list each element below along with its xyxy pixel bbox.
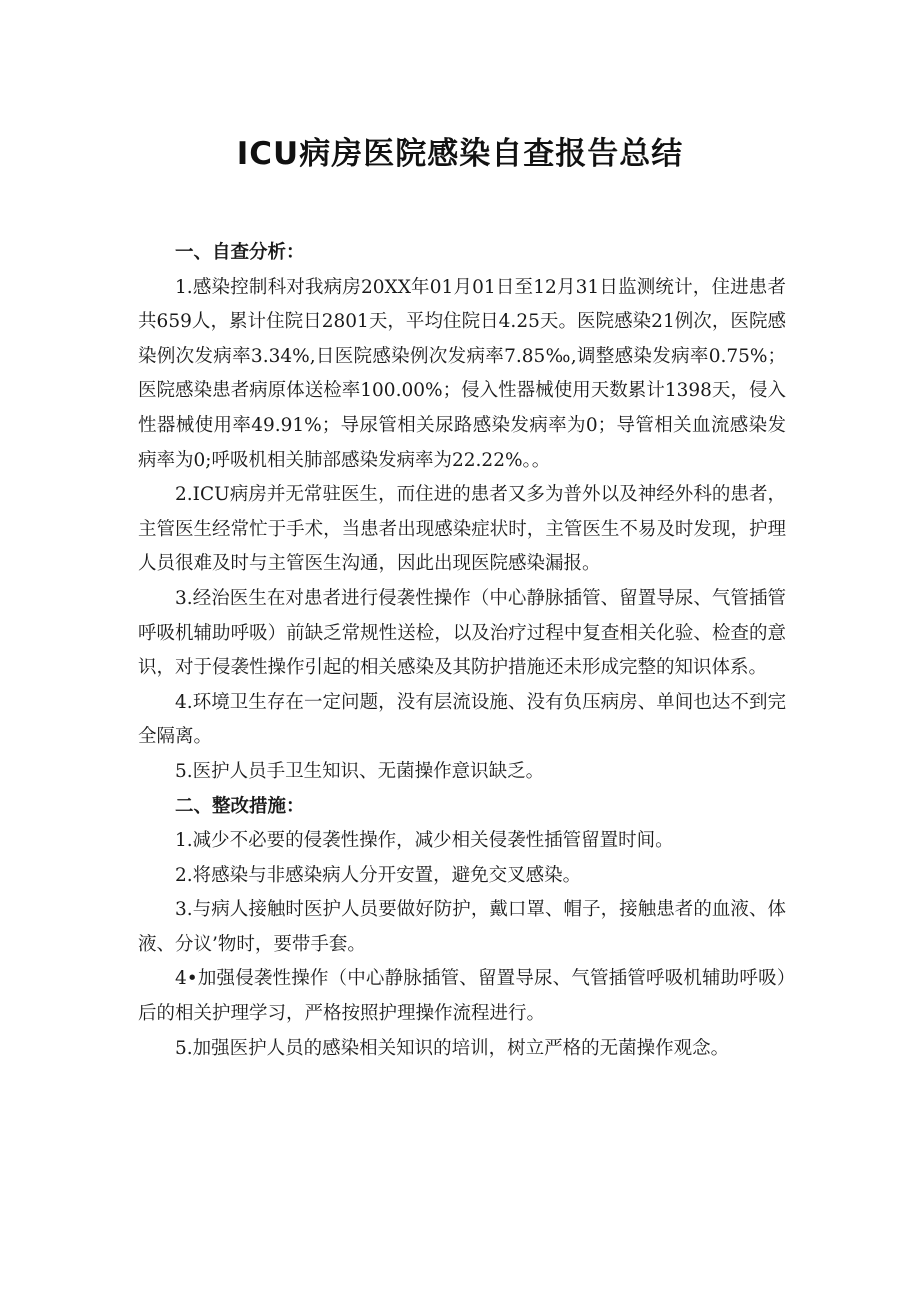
paragraph-measure-2: 2.将感染与非感染病人分开安置，避免交叉感染。: [175, 864, 582, 886]
paragraph-measure-4: 4•加强侵袭性操作（中心静脉插管、留置导尿、气管插管呼吸机辅助呼吸）后的相关护理学习，严格按照护理操作流程进行。: [138, 968, 786, 1025]
paragraph-measure-3: 3.与病人接触时医护人员要做好防护，戴口罩、帽子，接触患者的血液、体液、分议’物时，要带手套。: [138, 899, 786, 955]
document-title: ICU病房医院感染自查报告总结: [236, 136, 684, 172]
paragraph-analysis-5: 5.医护人员手卫生知识、无菌操作意识缺乏。: [175, 760, 545, 782]
paragraph-analysis-4: 4.环境卫生存在一定问题，没有层流设施、没有负压病房、单间也达不到完全隔离。: [138, 691, 786, 748]
paragraph-analysis-3: 3.经治医生在对患者进行侵袭性操作（中心静脉插管、留置导尿、气管插管呼吸机辅助呼吸）前缺乏常规性送检，以及治疗过程中复查相关化验、检查的意识，对于侵袭性操作引起的相关感染及其防护措施还未形成完整的知识体系。: [138, 587, 786, 679]
section-heading-self-check: 一、自查分析：: [175, 242, 305, 263]
paragraph-measure-5: 5.加强医护人员的感染相关知识的培训，树立严格的无菌操作观念。: [175, 1037, 730, 1059]
section-heading-rectification: 二、整改措施：: [175, 795, 305, 817]
paragraph-measure-1: 1.减少不必要的侵袭性操作，减少相关侵袭性插管留置时间。: [175, 830, 674, 852]
document-body: [138, 236, 786, 1066]
paragraph-analysis-1: 1.感染控制科对我病房20XX年01月01日至12月31日监测统计，住进患者共659人，累计住院日2801天，平均住院日4.25天。医院感染21例次，医院感染例次发病率3.34%,日医院感染例次发病率7.85‰,调整感染发病率0.75%；医院感染患者病原体送检率100.00%；侵入性器械使用天数累计1398天，侵入性器械使用率49.91%；导尿管相关尿路感染发病率为0；导管相关血流感染发病率为0;呼吸机相关肺部感染发病率为22.22%。。: [138, 276, 786, 471]
paragraph-analysis-2: 2.ICU病房并无常驻医生，而住进的患者又多为普外以及神经外科的患者，主管医生经常忙于手术，当患者出现感染症状时，主管医生不易及时发现，护理人员很难及时与主管医生沟通，因此出现医院感染漏报。: [138, 484, 786, 575]
